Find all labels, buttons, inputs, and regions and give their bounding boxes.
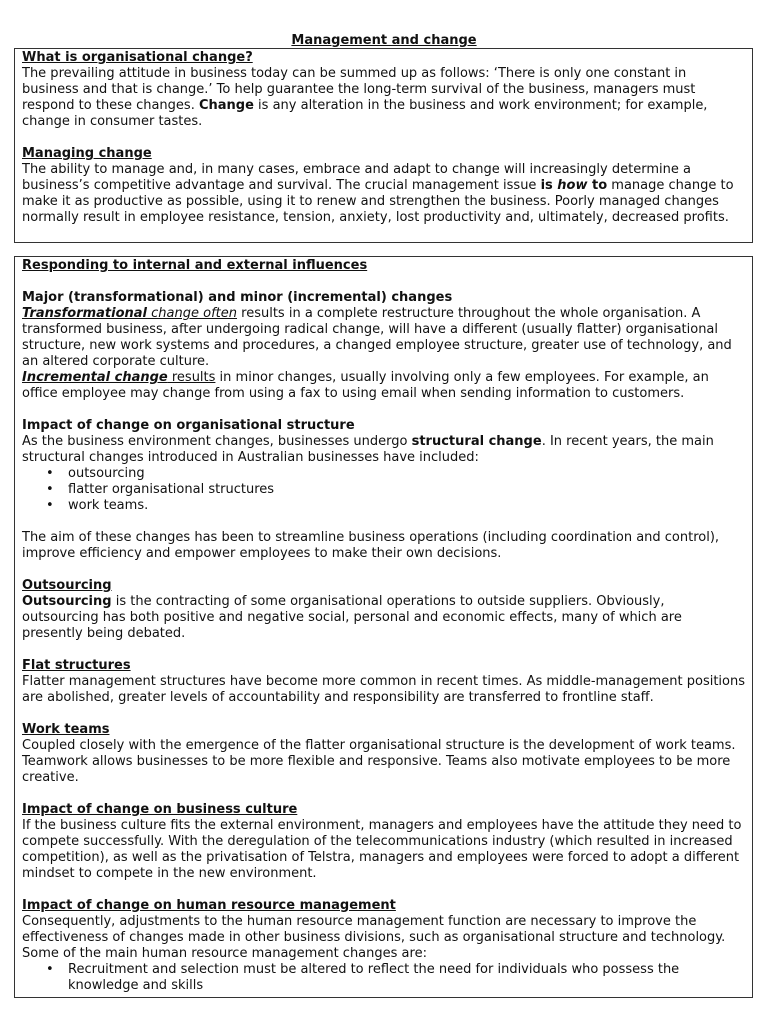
heading-hrm: Impact of change on human resource management xyxy=(22,898,396,913)
paragraph-work-teams: Coupled closely with the emergence of the flatter organisational structure is the development of work teams. Teamwork allows businesses to be more flexible and responsive. Teams also motivate employees to be more creative. xyxy=(22,738,736,785)
paragraph-aim: The aim of these changes has been to streamline business operations (including coordination and control), improve efficiency and empower employees to make their own decisions. xyxy=(22,530,720,561)
list-item: • Recruitment and selection must be altered to reflect the need for individuals who possess the knowledge and skills xyxy=(68,962,745,994)
paragraph-what-is-change: The prevailing attitude in business today can be summed up as follows: ‘There is only one constant in business and that is change.’ To help guarantee the long-term survival of the business, managers must respond to these changes. Change is any alteration in the business and work environment; for example, change in consumer tastes. xyxy=(22,66,708,129)
heading-major-minor: Major (transformational) and minor (incremental) changes xyxy=(22,290,453,305)
influences-box xyxy=(14,256,753,998)
paragraph-structural-change: As the business environment changes, businesses undergo structural change. In recent years, the main structural changes introduced in Australian businesses have included: xyxy=(22,434,714,465)
paragraph-outsourcing: Outsourcing is the contracting of some organisational operations to outside suppliers. Obviously, outsourcing has both positive and negative social, personal and economic effects, many of which are presently being debated. xyxy=(22,594,682,641)
paragraph-flat-structures: Flatter management structures have become more common in recent times. As middle-management positions are abolished, greater levels of accountability and responsibility are transferred to frontline staff. xyxy=(22,674,745,705)
paragraph-managing-change: The ability to manage and, in many cases, embrace and adapt to change will increasingly determine a business’s competitive advantage and survival. The crucial management issue is how to manage change to make it as productive as possible, using it to renew and strengthen the business. Poorly managed changes normally result in employee resistance, tension, anxiety, lost productivity and, ultimately, decreased profits. xyxy=(22,162,734,225)
document-title: Management and change xyxy=(291,33,477,48)
heading-business-culture: Impact of change on business culture xyxy=(22,802,298,817)
heading-responding: Responding to internal and external influences xyxy=(22,258,368,273)
list-item: • flatter organisational structures xyxy=(68,482,745,498)
paragraph-business-culture: If the business culture fits the external environment, managers and employees have the attitude they need to compete successfully. With the deregulation of the telecommunications industry (which resulted in increased competition), as well as the privatisation of Telstra, managers and employees were forced to adopt a different mindset to compete in the new environment. xyxy=(22,818,742,881)
paragraph-transformational: Transformational change often results in a complete restructure throughout the whole organisation. A transformed business, after undergoing radical change, will have a different (usually flatter) organisational structure, new work systems and procedures, a changed employee structure, greater use of technology, and an altered corporate culture. xyxy=(22,306,732,369)
paragraph-hrm: Consequently, adjustments to the human resource management function are necessary to improve the effectiveness of changes made in other business divisions, such as organisational structure and technology. Some of the main human resource management changes are: xyxy=(22,914,726,961)
heading-outsourcing: Outsourcing xyxy=(22,578,112,593)
heading-impact-structure: Impact of change on organisational structure xyxy=(22,418,355,433)
hrm-changes-list xyxy=(22,962,745,994)
structural-changes-list xyxy=(22,466,745,514)
heading-flat-structures: Flat structures xyxy=(22,658,131,673)
list-item: • outsourcing xyxy=(68,466,745,482)
list-item: • work teams. xyxy=(68,498,745,514)
paragraph-incremental: Incremental change results in minor changes, usually involving only a few employees. For example, an office employee may change from using a fax to using email when sending information to customers. xyxy=(22,370,709,401)
heading-work-teams: Work teams xyxy=(22,722,110,737)
heading-managing-change: Managing change xyxy=(22,146,152,161)
intro-box xyxy=(14,48,753,243)
term-change: Change xyxy=(198,98,254,113)
heading-what-is-change: What is organisational change? xyxy=(22,50,253,65)
